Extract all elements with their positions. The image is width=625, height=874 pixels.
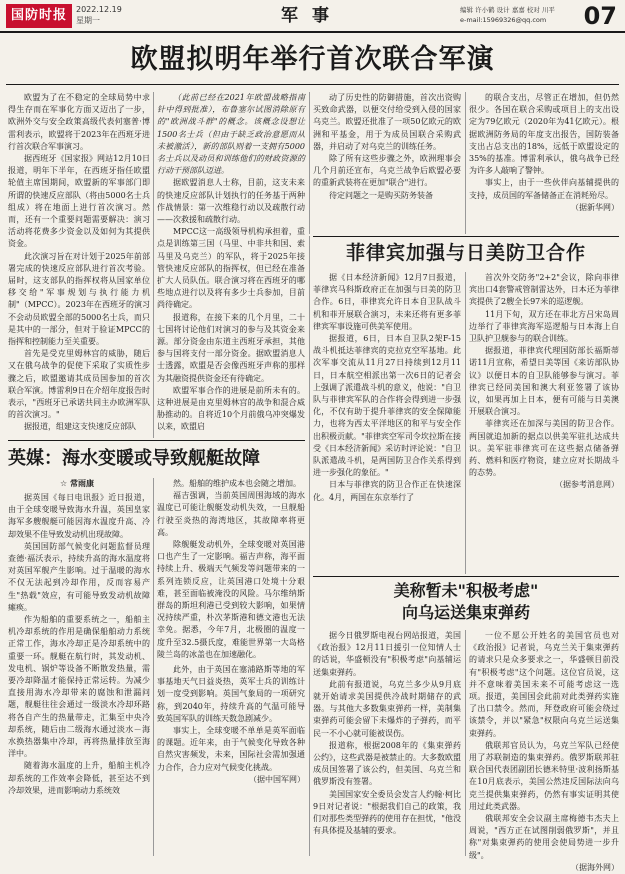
philippines-paragraph: 日本与菲律宾的防卫合作正在快速深化。4月，两国在东京举行了 bbox=[313, 480, 461, 502]
issue-weekday: 星期一 bbox=[76, 16, 100, 25]
eu-paragraph: 此次演习旨在对计划于2025年前部署完成的快速反应部队进行首次考验。届时，这支部队的指挥权将从国家单位移交给"军事规划与执行能力机制"（MPCC）。2023年在西班牙的演习不会动员欧盟全部的5000名士兵，而只是其中的一部分，但对于验证MPCC的指挥和控制能力至关重要。 bbox=[8, 251, 150, 347]
editor-email: e-mail:15969326@qq.com bbox=[460, 16, 547, 24]
philippines-column-2 bbox=[469, 272, 619, 574]
eu-column-4 bbox=[469, 92, 619, 234]
uk-paragraph: 作为船舶的重要系统之一，船舶主机冷却系统的作用是确保船舶动力系统正常工作，海水冷却正是冷却系统中的重要一环。舰艇在航行时，其发动机、发电机、锅炉等设备不断散发热量，需要冷却降温才能保持正常运转。为减少直接用海水冷却带来的腐蚀和泄漏问题，舰艇往往会通过一级淡水冷却环路将各自产生的热量带走，汇集至中央冷却系统，随后由二级海水通过淡水－海水换热器集中冷却，再将热量排放至海洋中。 bbox=[8, 615, 150, 759]
newspaper-logo: 国防时报 bbox=[6, 4, 72, 28]
headline-rule bbox=[6, 84, 619, 85]
philippines-headline: 菲律宾加强与日美防卫合作 bbox=[345, 242, 586, 264]
section-rule bbox=[313, 576, 619, 577]
us-paragraph: 据今日俄罗斯电视台网站报道，美国《政治报》12月11日援引一位知情人士的话说，华盛顿没有"积极考虑"向基辅运送集束弹药。 bbox=[313, 631, 461, 677]
eu-paragraph: 首先是受克里姆林宫的威胁，随后又在俄乌战争的促使下采取了实质性步骤之后，欧盟邀请其成员国参加的首次联合军演。博雷利9日在介绍年度报告时表示，"西班牙已承诺共同主办欧洲军队的首次演习。" bbox=[8, 349, 150, 420]
philippines-column-1 bbox=[313, 272, 461, 574]
philippines-paragraph: 据报道，菲律宾代理国防部长福斯蒂诺11月宣称，希望日美等国《来访部队协议》以便日本的自卫队能够参与演习。菲律宾已经同美国和澳大利亚签署了该协议，如果再加上日本，便有可能与日美澳开展联合演习。 bbox=[469, 346, 619, 417]
uk-column-3 bbox=[157, 664, 305, 856]
eu-column-2 bbox=[157, 92, 305, 438]
eu-paragraph: 除了所有这些步骤之外，欧洲理事会几个月前还宣布，乌克兰战争后欧盟必要的重新武装将在更加"联合"进行。 bbox=[313, 154, 461, 188]
us-column-1 bbox=[313, 630, 461, 856]
editor-line: 编辑 许小鹤 设计 嘉嘉 校对 川平 bbox=[460, 6, 555, 14]
us-paragraph: 此前有报道说，乌克兰多少从9月底就开始请求美国提供冷战时期储存的武器。与其他大多数集束弹药一样，美制集束弹药可能会留下未爆炸的子弹药，而平民一不小心就可能被误伤。 bbox=[313, 679, 461, 738]
eu-paragraph: 动了历史性的防御措施，首次出资购买致命武器，以便交付给受到入侵的国家乌克兰。欧盟还批准了一项50亿欧元的欧洲和平基金，用于为成员国联合采购武器，并启动了对乌克兰的训练任务。 bbox=[313, 93, 461, 151]
us-headline-line-1: 美称暂未"积极考虑" bbox=[393, 581, 539, 600]
uk-column-1 bbox=[8, 492, 150, 856]
eu-paragraph: 欧盟为了在不稳定的全球局势中求得生存而在军事化方面又迈出了一步，欧洲外交与安全政策高级代表何塞普·博雷利表示，欧盟将于2023年在西班牙进行首次联合军事演习。 bbox=[8, 93, 150, 151]
uk-paragraph: 此外，由于英国在塞浦路斯等地的军事基地天气日益炎热，英军士兵的训练计划一度受到影响。英国气象局的一项研究称，到2040年，持续升高的气温可能导致英国军队的训练天数急剧减少。 bbox=[157, 665, 305, 723]
eu-paragraph: 事实上，由于一些伙伴向基辅提供的支持，成员国的军备储备正在消耗殆尽。 bbox=[469, 178, 619, 200]
eu-paragraph: 欧盟军事合作的进展是前所未有的。这种进展是由克里姆林宫的战争和混合威胁推动的。自将近10个月前俄乌冲突爆发以来，欧盟启 bbox=[157, 385, 305, 432]
page-number: 07 bbox=[583, 2, 617, 30]
uk-paragraph: 除舰艇发动机外，全球变暖对英国港口也产生了一定影响。福吉声称，海平面持续上升、极端天气频发等问题带来的一系列连锁反应，让英国港口处境十分艰难，甚至面临被淹没的风险。马尔维纳斯群岛的斯坦利港已受到较大影响，如果情况持续严重，朴次茅斯港和德文港也无法幸免。据悉，今年7月，北极圈的温度一度升至32.5摄氏度，难能世界第一大岛格陵兰岛的冰盖也在加速融化。 bbox=[157, 540, 305, 659]
eu-paragraph: 据欧盟消息人士称，目前，这支未来的快速反应部队计划执行的任务基于两种作战情景：第一次维稳行动以及疏散行动——次救援和疏散行动。 bbox=[157, 178, 305, 225]
us-paragraph: 美国国家安全委员会发言人约翰·柯比9日对记者说："根据我们自己的政策，我们对那些类型弹药的使用存在担忧，"他没有具体提及基辅的要求。 bbox=[313, 789, 461, 836]
uk-paragraph: 事实上，全球变暖不单单是英军面临的课题。近年来，由于气候变化导致各种自然灾害频发，未来，国际社会需加强通力合作，合力应对气候变化挑战。 bbox=[157, 726, 305, 772]
uk-headline: 英媒：海水变暖或导致舰艇故障 bbox=[8, 448, 260, 469]
us-column-2 bbox=[469, 630, 619, 872]
issue-date: 2022.12.19 bbox=[76, 5, 122, 14]
eu-source: （据新华网） bbox=[571, 202, 619, 212]
eu-paragraph: MPCC这一高级领导机构承担着，重点是训练第三国（马里、中非共和国、索马里及乌克兰）的军队，将于2025年接管快速反应部队的指挥权，但已经在准备扩大人员队伍。联合演习将在西班牙的哪些地点进行以及将有多少士兵参加，目前尚待确定。 bbox=[157, 227, 305, 310]
eu-headline: 欧盟拟明年举行首次联合军演 bbox=[130, 44, 495, 75]
section-rule bbox=[313, 236, 619, 237]
uk-paragraph: 英国国防部气候变化问题监督员理查德·福沃表示，持续升高的海水温度将对英国军舰产生影响。过于温暖的海水不仅无法起到冷却作用，反而容易产生"热载"效应，有可能导致发动机故障瘫痪。 bbox=[8, 541, 150, 612]
uk-byline: ☆ 常雨康 bbox=[60, 479, 94, 488]
philippines-paragraph: 据《日本经济新闻》12月7日报道，菲律宾马科斯政府正在加强与日美的防卫合作。6日，菲律宾允许日本自卫队战斗机和菲开展联合演习，未来还将有更多菲律宾军事设施可供美军使用。 bbox=[313, 273, 461, 331]
editor-block bbox=[460, 5, 555, 25]
us-paragraph: 俄联邦安全会议副主席梅德韦杰夫上周说，"西方正在试图削弱俄罗斯"，并且称"对集束弹药的使用会使局势进一步升级"。 bbox=[469, 814, 619, 860]
us-paragraph: 一位不愿公开姓名的美国官员也对《政治报》记者说，乌克兰关于集束弹药的请求只是众多要求之一，华盛顿目前没有"积极考虑"这个问题。这位官员说，这并不意味着美国未来不可能考虑这一选项。报道，美国国会此前对此类弹药实施了出口禁令。然而，拜登政府可能会绕过该禁令，并以"紧急"权限向乌克兰运送集束弹药。 bbox=[469, 631, 619, 738]
us-paragraph: 报道称，根据2008年的《集束弹药公约》，这些武器是被禁止的。大多数欧盟成员国签署了该公约，但美国、乌克兰和俄罗斯没有签署。 bbox=[313, 740, 461, 787]
uk-paragraph: 据英国《每日电讯报》近日报道，由于全球变暖导致海水升温，英国皇家海军多艘舰艇可能因海水温度升高、冷却效果不佳导致发动机出现故障。 bbox=[8, 493, 150, 539]
column-divider bbox=[153, 92, 154, 438]
philippines-paragraph: 首次外交防务"2+2"会议，除向菲律宾出口4套警戒管制雷达外，日本还为菲律宾提供了2艘全长97米的巡逻舰。 bbox=[469, 273, 619, 307]
eu-paragraph: 报道称，在接下来的几个月里，二十七国将讨论他们对演习的参与及其资金来源。部分资金由东道主西班牙承担，其他参与国将支付一部分资金。据欧盟消息人士透露，欧盟是否会像西班牙声称的那样为其融资提供资金还有待确定。 bbox=[157, 312, 305, 383]
us-headline-line-2: 向乌运送集束弹药 bbox=[401, 603, 530, 622]
eu-paragraph: 的联合支出，尽管正在增加，但仍然很少。各国在联合采购或项目上的支出设定为79亿欧元（2020年为41亿欧元）。根据欧洲防务局的年度支出报告，国防装备支出占总支出的18%，远低于欧盟设定的35%的基准。博雷利承认，俄乌战争已经为许多人敲响了警钟。 bbox=[469, 93, 619, 176]
us-paragraph: 俄联邦官员认为，乌克兰军队已经使用了苏联制造的集束弹药。俄罗斯联邦驻联合国代表团副团长德米特里·波利扬斯基在10月底表示，美国公然违反国际法向乌克兰提供集束弹药，仍然有事实证明其使用过此类武器。 bbox=[469, 740, 619, 811]
eu-paragraph: 待定问题之一是购买防务装备 bbox=[329, 190, 433, 200]
philippines-source: （据参考消息网） bbox=[555, 480, 619, 490]
us-source: （据海外网） bbox=[571, 862, 619, 872]
column-divider bbox=[309, 92, 310, 234]
section-rule bbox=[8, 440, 305, 441]
philippines-paragraph: 11月下旬，双方还在菲北方吕宋岛周边举行了菲律宾海军巡逻船与日本海上自卫队护卫舰参与的联合训练。 bbox=[469, 309, 619, 344]
column-divider bbox=[465, 272, 466, 574]
section-title: 军事 bbox=[281, 6, 343, 26]
uk-source: （据中国军网） bbox=[249, 774, 305, 784]
column-divider bbox=[465, 92, 466, 234]
uk-column-2 bbox=[157, 478, 305, 662]
us-headline bbox=[313, 580, 619, 624]
eu-paragraph: 据报道，组建这支快速反应部队 bbox=[24, 422, 136, 432]
column-divider bbox=[465, 630, 466, 856]
masthead bbox=[0, 0, 625, 33]
eu-paragraph: 据西班牙《国家报》网站12月10日报道，明年下半年，在西班牙指任欧盟轮值主席国期间，欧盟新的军事部门即所谓的快速反应部队（将由5000名士兵组成）将在地面上进行首次演习。然而，还有一个重要问题需要解决：演习活动将花费多少资金以及如何为其提供资金。 bbox=[8, 154, 150, 249]
eu-column-3 bbox=[313, 92, 461, 234]
eu-paragraph: （此前已经在2021年欧盟战略指南针中得到批准），布鲁塞尔试图消除原有的"欧洲战斗群"的概念。该概念设想让1500名士兵（但由于缺乏政治意愿而从未被激活），新的部队则着一支拥有5000名士兵以及动员和训练他们的财政资源的行动干预部队迈进。 bbox=[157, 93, 305, 176]
column-divider bbox=[153, 478, 154, 856]
column-divider bbox=[309, 236, 310, 856]
date-block bbox=[76, 4, 122, 26]
uk-paragraph: 然。船舶的维护成本也会随之增加。 bbox=[173, 479, 301, 488]
philippines-paragraph: 菲律宾还在加深与美国的防卫合作。两国就追加新的据点以供美军驻扎达成共识。美军驻菲律宾可在这些据点储备弹药、燃料和医疗物资，建立应对长期战斗的态势。 bbox=[469, 419, 619, 478]
philippines-paragraph: 据报道，6日，日本自卫队2架F-15战斗机抵达菲律宾的克拉克空军基地。此次军事交流从11月27日持续到12月11日，日本航空相派出第一次6日的记者会上强调了派遣战斗机的意义，他说："自卫队与菲律宾军队的合作将会得到进一步强化，不仅有助于提升菲律宾的安全保障能力，也将为西太平洋地区的和平与安全作出积极贡献。"菲律宾空军司令坎拉斯在接受《日本经济新闻》采访时评论说："自卫队派遣战斗机，是两国防卫合作关系得到进一步强化的象征。" bbox=[313, 334, 461, 478]
uk-paragraph: 随着海水温度的上升，船舶主机冷却系统的工作效率会降低，甚至达不到冷却效果，进而影响动力系统效 bbox=[8, 761, 150, 795]
eu-column-1 bbox=[8, 92, 150, 438]
uk-paragraph: 福吉强调，当前英国周围海域的海水温度已可能让舰艇发动机失效，一旦舰船行驶至炎热的海湾地区，其故障率将更高。 bbox=[157, 491, 305, 537]
